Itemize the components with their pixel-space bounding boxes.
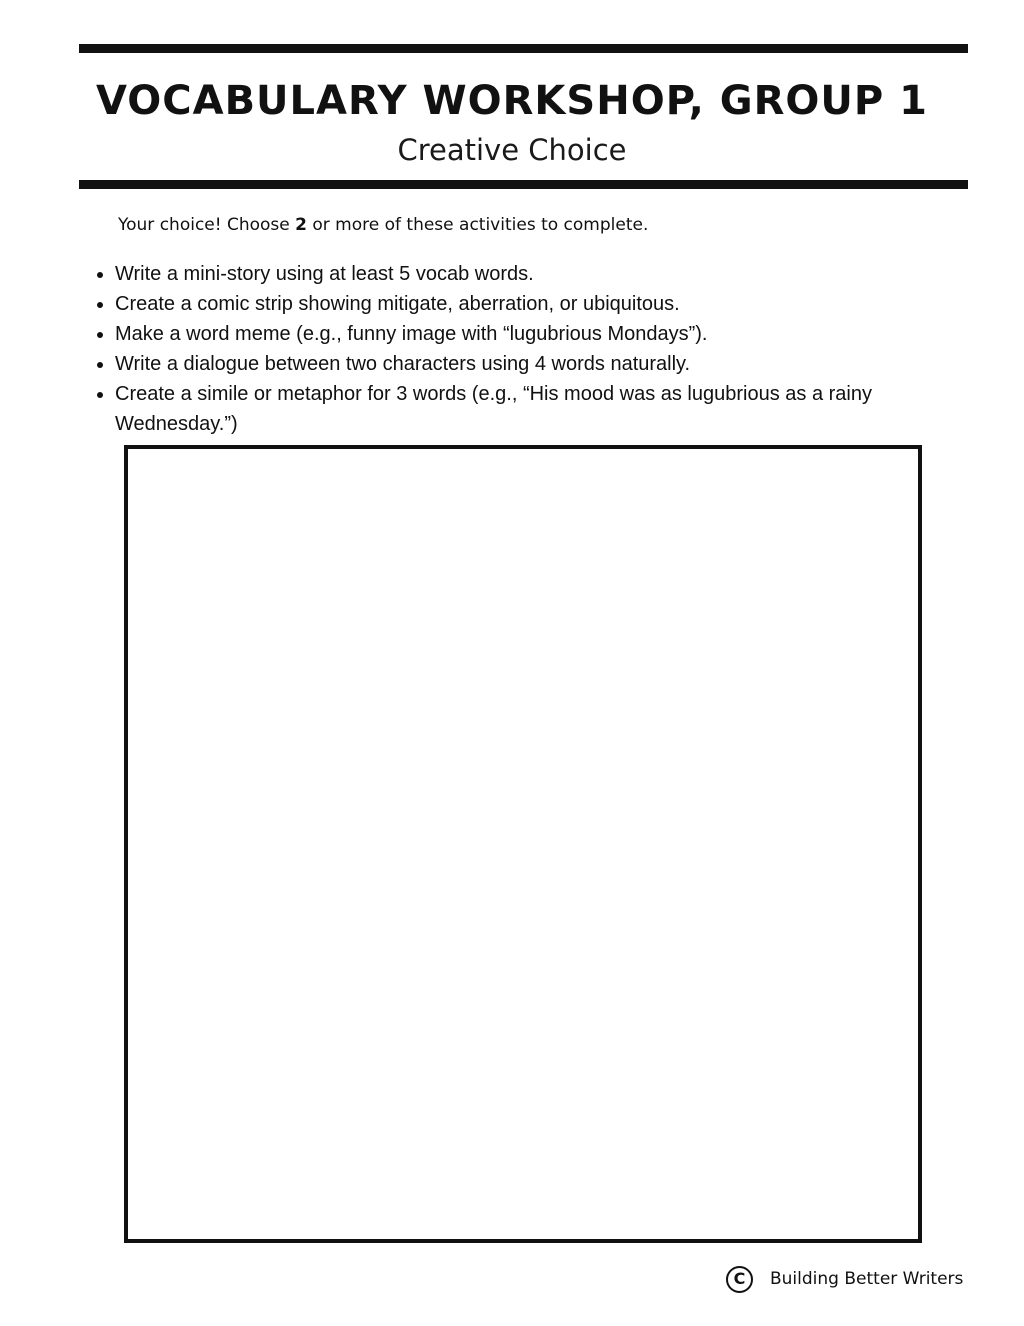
activity-item-simile-metaphor: • Create a simile or metaphor for 3 words (e.g., “His mood was as lugubrious as a rainy Wednesday.”) xyxy=(115,379,995,439)
activity-item-mini-story: • Write a mini-story using at least 5 vocab words. xyxy=(115,259,995,289)
instructions-count: 2 xyxy=(295,215,307,235)
activity-item-word-meme: • Make a word meme (e.g., funny image with “lugubrious Mondays”). xyxy=(115,319,995,349)
bottom-divider xyxy=(79,180,968,189)
activity-list xyxy=(79,259,995,439)
footer xyxy=(726,1263,963,1295)
instructions xyxy=(118,213,648,237)
instructions-lead: Your choice! Choose xyxy=(118,215,296,235)
page-title: VOCABULARY WORKSHOP, GROUP 1 xyxy=(96,78,928,124)
page-subtitle: Creative Choice xyxy=(397,133,627,167)
activity-item-dialogue: • Write a dialogue between two characters using 4 words naturally. xyxy=(115,349,995,379)
instructions-tail: or more of these activities to complete. xyxy=(306,215,649,235)
activity-item-comic-strip: • Create a comic strip showing mitigate, aberration, or ubiquitous. xyxy=(115,289,995,319)
footer-brand: Building Better Writers xyxy=(770,1269,964,1289)
copyright-icon: C xyxy=(726,1266,753,1293)
answer-box[interactable] xyxy=(124,445,922,1243)
top-divider xyxy=(79,44,968,53)
